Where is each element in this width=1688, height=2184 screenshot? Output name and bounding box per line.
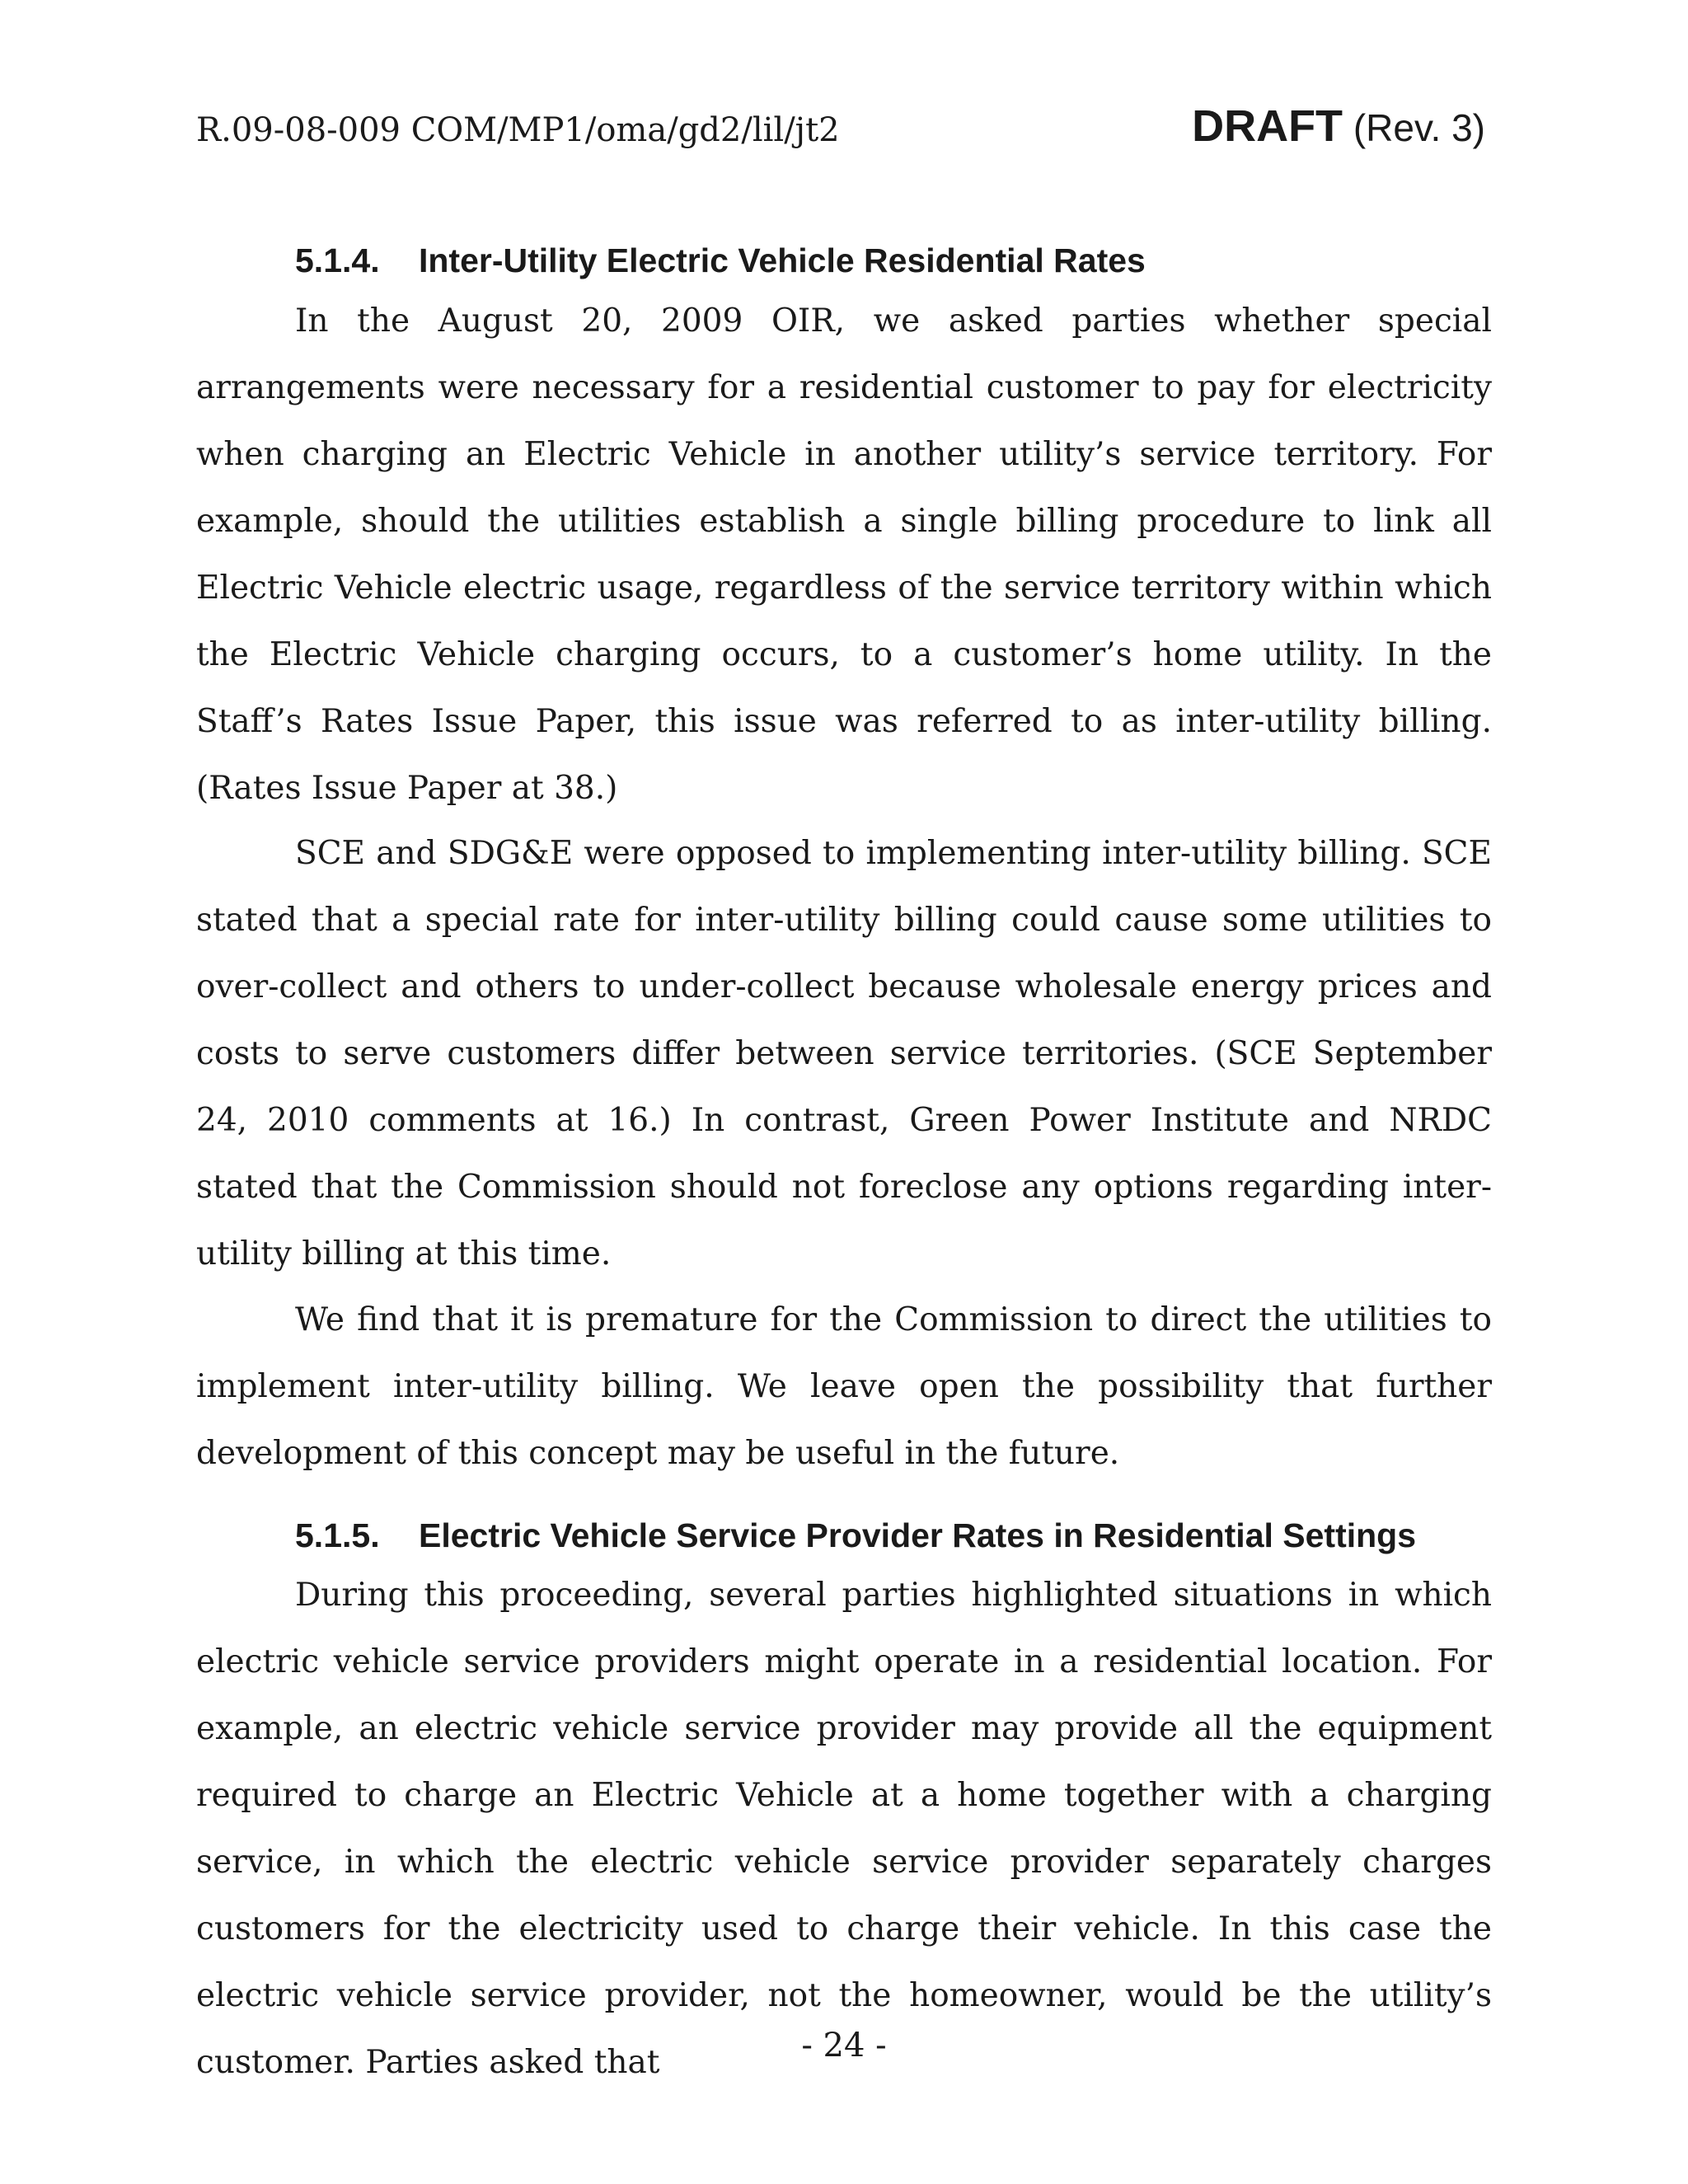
draft-marker [1192, 99, 1485, 155]
section-heading-5-1-4 [295, 236, 1146, 285]
paragraph: SCE and SDG&E were opposed to implementing inter-utility billing. SCE stated that a special rate for inter-utility billing could cause some utilities to over-collect and others to under-collect because wholesale energy prices and costs to serve customers differ between service territories. (SCE September 24, 2010 comments at 16.) In contrast, Green Power Institute and NRDC stated that the Commission should not foreclose any options regarding inter-utility billing at this time. [196, 835, 1492, 1272]
section-number: 5.1.4. [295, 241, 380, 279]
section-title: Electric Vehicle Service Provider Rates in Residential Settings [419, 1516, 1417, 1554]
paragraph: We find that it is premature for the Commission to direct the utilities to implement inter-utility billing. We leave open the possibility that further development of this concept may be useful in the future. [196, 1301, 1492, 1472]
docket-number: R.09-08-009 COM/MP1/oma/gd2/lil/jt2 [196, 111, 840, 149]
draft-label: DRAFT [1192, 101, 1343, 151]
section-number: 5.1.5. [295, 1516, 380, 1554]
revision-label: (Rev. 3) [1353, 106, 1485, 149]
page-number: - 24 - [801, 2027, 887, 2064]
paragraph: During this proceeding, several parties highlighted situations in which electric vehicle service providers might operate in a residential location. For example, an electric vehicle service provider may provide all the equipment required to charge an Electric Vehicle at a home together with a charging service, in which the electric vehicle service provider separately charges customers for the electricity used to charge their vehicle. In this case the electric vehicle service provider, not the homeowner, would be the utility’s customer. Parties asked that [196, 1577, 1492, 2081]
section-title: Inter-Utility Electric Vehicle Residential Rates [419, 241, 1146, 279]
paragraph: In the August 20, 2009 OIR, we asked parties whether special arrangements were necessary for a residential customer to pay for electricity when charging an Electric Vehicle in another utility’s service territory. For example, should the utilities establish a single billing procedure to link all Electric Vehicle electric usage, regardless of the service territory within which the Electric Vehicle charging occurs, to a customer’s home utility. In the Staff’s Rates Issue Paper, this issue was referred to as inter-utility billing. (Rates Issue Paper at 38.) [196, 302, 1492, 807]
section-heading-5-1-5 [295, 1511, 1416, 1560]
